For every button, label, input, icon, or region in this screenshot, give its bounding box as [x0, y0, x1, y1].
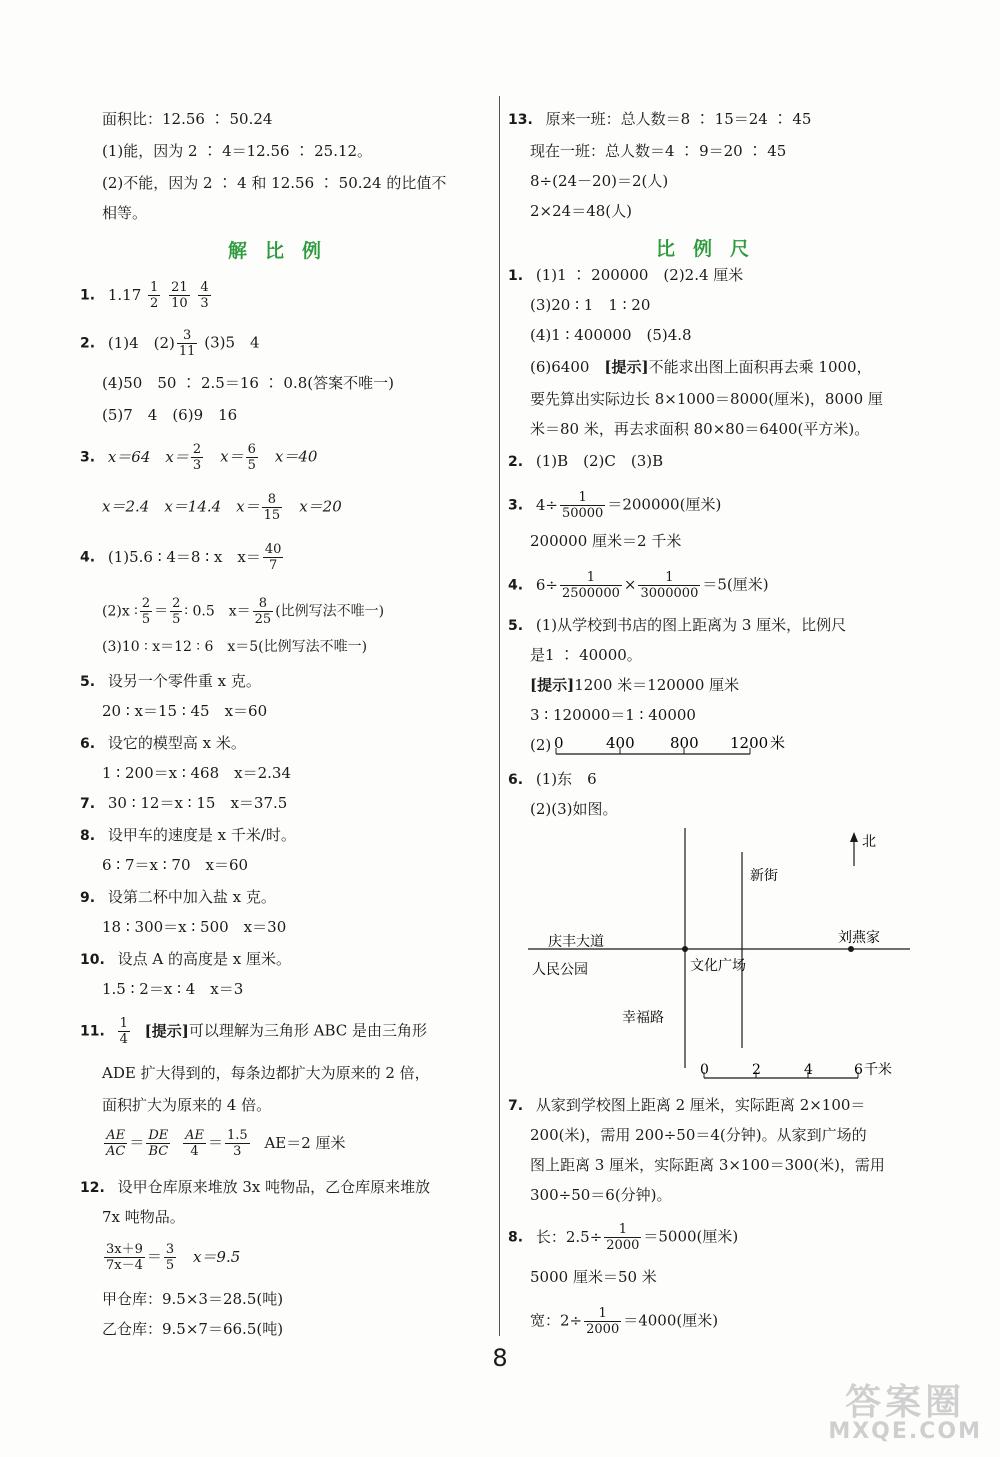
culture-square-point — [682, 946, 688, 952]
fraction: $\frac{21}{10}$ — [171, 280, 188, 311]
question-number: 2. — [508, 454, 524, 470]
question-13 — [508, 108, 811, 131]
question-number: 2. — [80, 335, 96, 352]
fraction: $\frac{DE}{BC}$ — [148, 1128, 169, 1159]
answer-line: (1)能，因为 2 ∶ 4＝12.56 ∶ 25.12。 — [102, 142, 373, 160]
question-2 — [80, 328, 260, 359]
question-2-scale — [508, 450, 663, 473]
answer-line: (2)(3)如图。 — [530, 800, 618, 818]
north-arrow-head — [850, 832, 858, 842]
question-number: 4. — [508, 577, 524, 594]
question-5 — [80, 670, 261, 693]
north-label: 北 — [862, 834, 876, 850]
question-3 — [80, 442, 317, 473]
answer-line: 2×24＝48(人) — [530, 202, 632, 220]
question-number: 5. — [508, 618, 524, 634]
section-title-solve-proportion: 解比例 — [228, 240, 340, 262]
map-scale-tick: 6 — [854, 1062, 863, 1078]
answer-line: 300÷50＝6(分钟)。 — [530, 1186, 672, 1204]
qingfeng-road-label: 庆丰大道 — [548, 934, 604, 950]
answer-line: 3 ∶ 120000＝1 ∶ 40000 — [530, 706, 696, 724]
xingfu-road-label: 幸福路 — [622, 1010, 664, 1026]
question-8-scale: 8. 长：2.5÷ $\frac{1}{2000}$ ＝5000(厘米) — [508, 1222, 739, 1253]
question-7 — [80, 792, 287, 815]
answer-line: (2)x ∶ $\frac{2}{5}$ ＝ $\frac{2}{5}$ ∶ 0.5 x＝ $\frac{8}{25}$ (比例写法不唯一) — [102, 596, 385, 627]
fraction: $\frac{1.5}{3}$ — [226, 1128, 248, 1159]
question-4-scale: 4. 6÷ $\frac{1}{2500000}$ × $\frac{1}{3000000}$ ＝5(厘米) — [508, 570, 769, 601]
map-scale-tick: 4 — [804, 1062, 813, 1078]
question-number: 13. — [508, 112, 533, 128]
line-scale-bar — [554, 730, 794, 764]
question-number: 6. — [508, 772, 524, 788]
question-number: 9. — [80, 890, 96, 906]
answer-line: 宽：2÷ $\frac{1}{2000}$ ＝4000(厘米) — [530, 1306, 719, 1337]
answer-line: 20 ∶ x＝15 ∶ 45 x＝60 — [102, 702, 268, 720]
answer-text: 设甲仓库原来堆放 3x 吨物品，乙仓库原来堆放 — [117, 1178, 431, 1196]
question-number: 12. — [80, 1180, 105, 1196]
answer-line: (4)1 ∶ 400000 (5)4.8 — [530, 326, 692, 344]
answer-text: (1)1 ∶ 200000 (2)2.4 厘米 — [535, 266, 744, 284]
liuyan-home-label: 刘燕家 — [838, 930, 880, 946]
question-number: 6. — [80, 736, 96, 752]
people-park-label: 人民公园 — [532, 962, 588, 978]
answer-value: 1.17 — [107, 285, 142, 304]
answer-text: 设点 A 的高度是 x 厘米。 — [117, 950, 291, 968]
question-number: 8. — [508, 1229, 524, 1246]
answer-line: x＝2.4 x＝14.4 x＝ $\frac{8}{15}$ x＝20 — [102, 492, 342, 523]
question-number: 7. — [80, 796, 96, 812]
question-4 — [80, 542, 285, 573]
answer-line: 图上距离 3 厘米，实际距离 3×100＝300(米)，需用 — [530, 1156, 885, 1174]
hint-tag: [提示] — [530, 676, 575, 694]
answer-text: 设它的模型高 x 米。 — [107, 734, 246, 752]
answer-text: 设甲车的速度是 x 千米/时。 — [107, 826, 296, 844]
answer-line: 7x 吨物品。 — [102, 1208, 185, 1226]
watermark-logo: 答案圈 MXQE.COM — [828, 1382, 982, 1444]
scale-tick-label: 800 — [670, 734, 699, 752]
fraction: $\frac{1}{2500000}$ — [561, 570, 620, 601]
map-diagram — [518, 822, 928, 1084]
answer-text: 可以理解为三角形 ABC 是由三角形 — [188, 1021, 428, 1040]
answer-text: x＝40 — [259, 447, 318, 466]
question-number: 1. — [508, 268, 524, 284]
fraction: $\frac{2}{5}$ — [141, 596, 151, 627]
question-11 — [80, 1016, 427, 1047]
fraction: $\frac{8}{25}$ — [254, 596, 272, 627]
hint-tag: [提示] — [144, 1021, 189, 1040]
fraction: $\frac{3}{5}$ — [165, 1242, 175, 1273]
fraction: $\frac{6}{5}$ — [247, 442, 256, 473]
question-number: 1. — [80, 287, 96, 304]
fraction: $\frac{4}{3}$ — [200, 280, 209, 311]
question-number: 3. — [508, 497, 524, 514]
answer-line: 乙仓库：9.5×7＝66.5(吨) — [102, 1320, 284, 1338]
question-6 — [80, 732, 246, 755]
fraction: $\frac{1}{4}$ — [119, 1016, 128, 1047]
column-divider — [499, 96, 500, 1336]
answer-text: 30 ∶ 12＝x ∶ 15 x＝37.5 — [107, 794, 288, 812]
answer-line: 8÷(24－20)＝2(人) — [530, 172, 669, 190]
question-10 — [80, 948, 291, 971]
answer-line: (6)6400 [提示]不能求出图上面积再去乘 1000， — [530, 358, 872, 376]
fraction: $\frac{3x+9}{7x-4}$ — [106, 1242, 143, 1273]
scale-tick-label: 0 — [554, 734, 564, 752]
answer-line: (3)20 ∶ 1 1 ∶ 20 — [530, 296, 651, 314]
line-scale-answer: (2) — [530, 736, 552, 754]
question-3-scale: 3. 4÷ $\frac{1}{50000}$ ＝200000(厘米) — [508, 490, 722, 521]
answer-line: 200000 厘米＝2 千米 — [530, 532, 682, 550]
page-number: 8 — [492, 1344, 508, 1372]
answer-line: (5)7 4 (6)9 16 — [102, 406, 238, 424]
answer-line: 6 ∶ 7＝x ∶ 70 x＝60 — [102, 856, 249, 874]
answer-line: 面积扩大为原来的 4 倍。 — [102, 1096, 272, 1114]
fraction: $\frac{2}{3}$ — [192, 442, 202, 473]
fraction: $\frac{1}{2}$ — [150, 280, 159, 311]
fraction: $\frac{AE}{AC}$ — [106, 1128, 126, 1159]
map-scale-unit: 千米 — [864, 1062, 892, 1078]
answer-line: 200(米)，需用 200÷50＝4(分钟)。从家到广场的 — [530, 1126, 867, 1144]
scale-tick-label: 400 — [606, 734, 635, 752]
answer-text: (3)5 4 — [204, 333, 260, 352]
answer-text: x＝ — [205, 447, 244, 466]
fraction: $\frac{1}{50000}$ — [561, 490, 604, 521]
fraction: $\frac{1}{3000000}$ — [640, 570, 699, 601]
fraction: $\frac{3}{11}$ — [178, 328, 196, 359]
answer-text: 从家到学校图上距离 2 厘米，实际距离 2×100＝ — [535, 1096, 866, 1114]
question-6-scale — [508, 768, 597, 791]
question-9 — [80, 886, 276, 909]
fraction: $\frac{1}{2000}$ — [606, 1222, 640, 1253]
scale-tick-label: 1200 — [730, 734, 769, 752]
hint-tag: [提示] — [604, 358, 649, 376]
answer-text: 设第二杯中加入盐 x 克。 — [107, 888, 276, 906]
question-1-scale — [508, 264, 743, 287]
answer-line: $\frac{3x+9}{7x-4}$ ＝ $\frac{3}{5}$ x＝9.5 — [106, 1242, 241, 1273]
answer-text: (1)B (2)C (3)B — [535, 452, 664, 470]
question-number: 11. — [80, 1023, 105, 1040]
answer-line: 相等。 — [102, 204, 148, 222]
answer-text: (1)从学校到书店的图上距离为 3 厘米，比例尺 — [535, 616, 847, 634]
answer-line: ADE 扩大得到的，每条边都扩大为原来的 2 倍， — [102, 1064, 430, 1082]
answer-text: 设另一个零件重 x 克。 — [107, 672, 261, 690]
answer-line: 1.5 ∶ 2＝x ∶ 4 x＝3 — [102, 980, 244, 998]
answer-text: (1)5.6 ∶ 4＝8 ∶ x x＝ — [107, 547, 261, 566]
culture-square-label: 文化广场 — [690, 958, 746, 974]
question-number: 7. — [508, 1098, 524, 1114]
section-title-scale: 比例尺 — [656, 238, 768, 260]
answer-line: 是1 ∶ 40000。 — [530, 646, 642, 664]
question-5-scale — [508, 614, 846, 637]
answer-line: 米＝80 米，再去求面积 80×80＝6400(平方米)。 — [530, 420, 870, 438]
answer-line: 5000 厘米＝50 米 — [530, 1268, 657, 1286]
fraction: $\frac{8}{15}$ — [263, 492, 281, 523]
question-12 — [80, 1176, 430, 1199]
answer-line: 现在一班：总人数＝4 ∶ 9＝20 ∶ 45 — [530, 142, 787, 160]
fraction: $\frac{1}{2000}$ — [586, 1306, 620, 1337]
xinjie-label: 新街 — [750, 868, 778, 884]
fraction: $\frac{40}{7}$ — [264, 542, 282, 573]
area-ratio-line: 面积比：12.56 ∶ 50.24 — [102, 110, 273, 128]
question-number: 5. — [80, 674, 96, 690]
answer-line: 18 ∶ 300＝x ∶ 500 x＝30 — [102, 918, 287, 936]
answer-line: $\frac{AE}{AC}$ ＝ $\frac{DE}{BC}$ $\frac{AE}{4}$ ＝ $\frac{1.5}{3}$ AE＝2 厘米 — [106, 1128, 346, 1159]
answer-line: (3)10 ∶ x＝12 ∶ 6 x＝5(比例写法不唯一) — [102, 639, 368, 655]
answer-text: (1)4 (2) — [107, 333, 175, 352]
question-8 — [80, 824, 296, 847]
fraction: $\frac{AE}{4}$ — [185, 1128, 204, 1159]
map-scale-tick: 2 — [752, 1062, 761, 1078]
answer-line: 要先算出实际边长 8×1000＝8000(厘米)，8000 厘 — [530, 390, 883, 408]
answer-text: x＝64 x＝ — [107, 447, 189, 466]
question-number: 3. — [80, 449, 96, 466]
answer-line: [提示]1200 米＝120000 厘米 — [530, 676, 740, 694]
answer-line: (4)50 50 ∶ 2.5＝16 ∶ 0.8(答案不唯一) — [102, 374, 394, 392]
answer-text: (1)东 6 — [535, 770, 597, 788]
question-number: 4. — [80, 549, 96, 566]
answer-line: 1 ∶ 200＝x ∶ 468 x＝2.34 — [102, 764, 292, 782]
map-scale-tick: 0 — [700, 1062, 709, 1078]
answer-text: 原来一班：总人数＝8 ∶ 15＝24 ∶ 45 — [545, 110, 812, 128]
question-7-scale — [508, 1094, 865, 1117]
question-number: 10. — [80, 952, 105, 968]
answer-line: 甲仓库：9.5×3＝28.5(吨) — [102, 1290, 284, 1308]
fraction: $\frac{2}{5}$ — [172, 596, 181, 627]
question-1 — [80, 280, 213, 311]
answer-line: (2)不能，因为 2 ∶ 4 和 12.56 ∶ 50.24 的比值不 — [102, 174, 447, 192]
question-number: 8. — [80, 828, 96, 844]
scale-unit: 米 — [770, 734, 786, 752]
liuyan-home-point — [848, 946, 854, 952]
